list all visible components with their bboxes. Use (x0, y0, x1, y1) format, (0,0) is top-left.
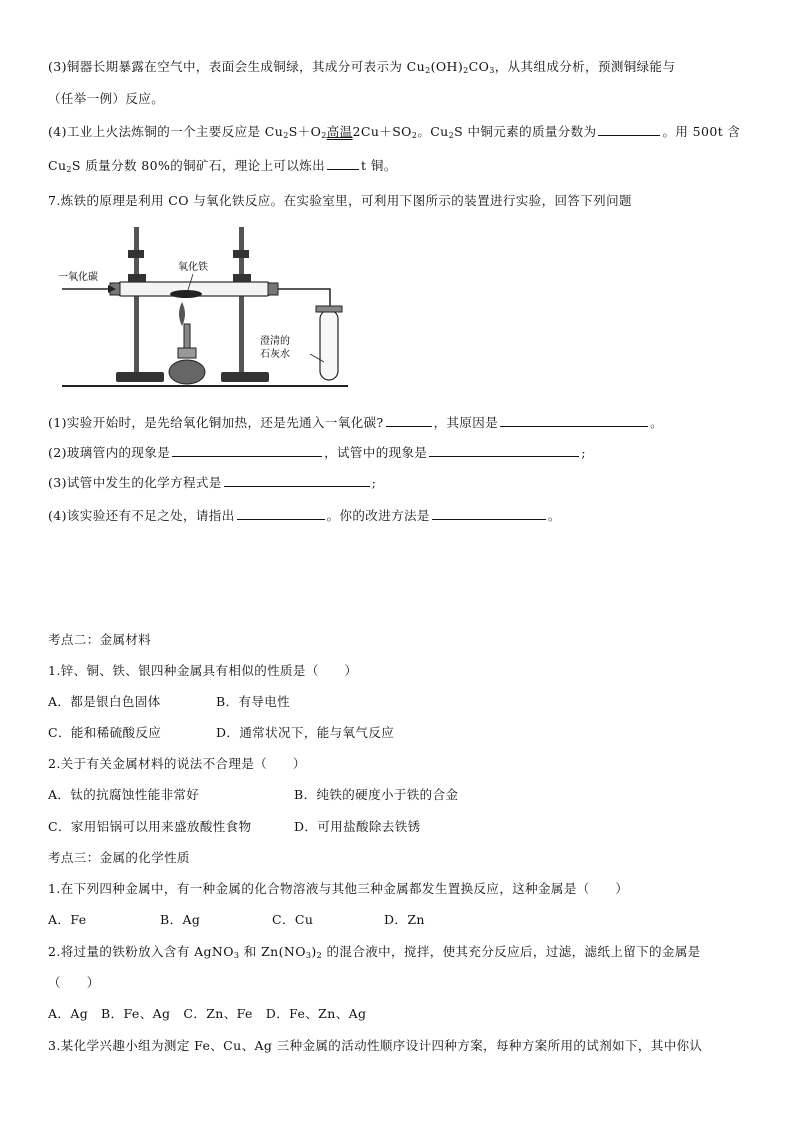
kd2-q2-options-row2 (48, 817, 421, 835)
q7-title: 7.炼铁的原理是利用 CO 与氧化铁反应。在实验室里，可利用下图所示的装置进行实验，回答下列问题 (48, 193, 632, 208)
q7-text: 。你的改进方法是 (326, 508, 430, 523)
q7-text: ; (581, 445, 586, 460)
answer-blank[interactable] (224, 474, 370, 487)
left-clamp (128, 250, 144, 258)
q7-text: ; (371, 475, 377, 490)
option-a[interactable]: A．Fe (48, 912, 87, 927)
option-d[interactable]: D．通常状况下，能与氧气反应 (216, 725, 395, 740)
sub: 2 (66, 165, 72, 174)
q7-text: (2)玻璃管内的现象是 (48, 445, 171, 460)
option-d[interactable]: D．Zn (384, 912, 425, 927)
q7-text: (1)实验开始时，是先给氧化铜加热，还是先通入一氧化碳? (48, 415, 384, 430)
kd3-q2-options[interactable]: A．Ag B．Fe、Ag C．Zn、Fe D．Fe、Zn、Ag (48, 1006, 367, 1021)
lamp-neck (178, 348, 196, 358)
q4-text: 。Cu (417, 124, 449, 139)
q3-text: CO (468, 59, 490, 74)
q4-text: Cu (48, 158, 67, 173)
sub: 3 (489, 66, 495, 75)
sub: 2 (283, 131, 289, 140)
option-c[interactable]: C．能和稀硫酸反应 (48, 725, 162, 740)
sub: 3 (305, 951, 312, 960)
apparatus-diagram (48, 222, 353, 390)
answer-blank[interactable] (432, 507, 546, 520)
option-c[interactable]: C．Cu (272, 912, 314, 927)
sub: 2 (316, 951, 323, 960)
kd3-q1: 1.在下列四种金属中，有一种金属的化合物溶液与其他三种金属都发生置换反应，这种金属是（ ） (48, 881, 629, 896)
q4-text: 2Cu＋SO (352, 124, 412, 139)
iron-oxide-sample (170, 290, 202, 298)
q4-text: S＋O (288, 124, 322, 139)
right-stand-base (221, 372, 269, 382)
label-limewater-1: 澄清的 (260, 336, 290, 347)
reaction-condition: 高温 (326, 124, 353, 139)
kd3-text: 和 Zn(NO (239, 944, 306, 959)
answer-blank[interactable] (598, 123, 660, 136)
kd2-q1: 1.锌、铜、铁、银四种金属具有相似的性质是（ ） (48, 663, 358, 678)
right-stand-rod (239, 227, 244, 372)
sub: 2 (448, 131, 455, 140)
q7-sub2 (48, 443, 586, 461)
test-tube (320, 310, 338, 380)
kd3-text: ) (311, 944, 317, 959)
q7-text: 。 (650, 415, 664, 430)
q7-sub1 (48, 413, 663, 431)
answer-blank[interactable] (500, 414, 648, 427)
q7-sub3 (48, 473, 376, 491)
option-b[interactable]: B．有导电性 (216, 694, 291, 709)
answer-blank[interactable] (172, 444, 322, 457)
q3-text: (3)铜器长期暴露在空气中，表面会生成铜绿，其成分可表示为 Cu (48, 59, 426, 74)
sub: 2 (463, 66, 469, 75)
left-stand-rod (134, 227, 139, 372)
option-b[interactable]: B．Ag (160, 912, 201, 927)
right-stopper (268, 283, 278, 295)
kd2-q1-options-row1 (48, 692, 290, 710)
label-fe2o3: 氧化铁 (178, 262, 208, 273)
kd2-q1-options-row2 (48, 723, 394, 741)
option-d[interactable]: D．可用盐酸除去铁锈 (294, 819, 421, 834)
kd3-text: 的混合液中，搅拌，使其充分反应后，过滤，滤纸上留下的金属是 (322, 944, 701, 959)
section-title: 考点三：金属的化学性质 (48, 850, 190, 865)
sub: 2 (411, 131, 418, 140)
q7-text: ，其原因是 (433, 415, 499, 430)
label-co: 一氧化碳 (58, 272, 98, 283)
kd3-text: 2.将过量的铁粉放入含有 AgNO (48, 944, 234, 959)
kd3-q2 (48, 942, 701, 960)
q4-line2 (48, 156, 397, 174)
answer-blank[interactable] (429, 444, 579, 457)
label-limewater-2: 石灰水 (260, 349, 290, 360)
sub: 3 (233, 951, 240, 960)
sub: 2 (425, 66, 431, 75)
alcohol-lamp (169, 360, 205, 384)
answer-blank[interactable] (386, 414, 432, 427)
q7-sub4 (48, 506, 561, 524)
sub: 2 (321, 131, 327, 140)
q3-line2: （任举一例）反应。 (48, 91, 165, 106)
q4-text: (4)工业上火法炼铜的一个主要反应是 Cu (48, 124, 284, 139)
left-stand-base (116, 372, 164, 382)
q7-text: (3)试管中发生的化学方程式是 (48, 475, 222, 490)
answer-blank[interactable] (237, 507, 325, 520)
q4-line1 (48, 122, 740, 140)
test-tube-stopper (316, 306, 342, 312)
q3-text: ，从其组成分析，预测铜绿能与 (494, 59, 676, 74)
flame-icon (179, 302, 185, 326)
option-a[interactable]: A．钛的抗腐蚀性能非常好 (48, 787, 200, 802)
option-a[interactable]: A．都是银白色固体 (48, 694, 161, 709)
answer-blank[interactable] (327, 157, 359, 170)
kd3-q3: 3.某化学兴趣小组为测定 Fe、Cu、Ag 三种金属的活动性顺序设计四种方案，每种方案所用的试剂如下，其中你认 (48, 1038, 703, 1053)
q7-text: (4)该实验还有不足之处，请指出 (48, 508, 235, 523)
q4-text: 。用 500t 含 (662, 124, 741, 139)
q3-text: (OH) (430, 59, 464, 74)
right-clamp (233, 250, 249, 258)
kd3-q1-options (48, 910, 425, 928)
section-title: 考点二：金属材料 (48, 632, 152, 647)
q4-text: S 质量分数 80%的铜矿石，理论上可以炼出 (71, 158, 326, 173)
q4-text: t 铜。 (361, 158, 397, 173)
q4-text: S 中铜元素的质量分数为 (454, 124, 597, 139)
q7-text: ，试管中的现象是 (324, 445, 428, 460)
q7-text: 。 (547, 508, 561, 523)
kd3-q2-paren: （ ） (48, 975, 100, 990)
q3-line1 (48, 57, 675, 75)
option-c[interactable]: C．家用铝锅可以用来盛放酸性食物 (48, 819, 252, 834)
kd2-q2-options-row1 (48, 785, 458, 803)
kd2-q2: 2.关于有关金属材料的说法不合理是（ ） (48, 756, 306, 771)
option-b[interactable]: B．纯铁的硬度小于铁的合金 (294, 787, 459, 802)
